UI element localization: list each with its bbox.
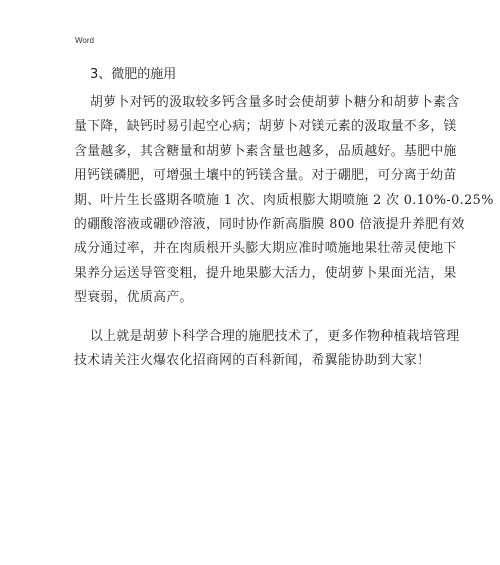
section-heading: 3、微肥的施用 (90, 67, 177, 82)
paragraph-2-line: 技术请关注火爆农化招商网的百科新闻，希翼能协助到大家！ (74, 353, 431, 369)
paragraph-2-line: 以上就是胡萝卜科学合理的施肥技术了，更多作物种植栽培管理 (90, 328, 460, 344)
paragraph-1-line: 果养分运送导管变粗，提升地果膨大活力，使胡萝卜果面光洁，果 (74, 265, 457, 281)
paragraph-1-line: 用钙镁磷肥，可增强土壤中的钙镁含量。对于硼肥，可分离于幼苗 (74, 168, 457, 184)
paragraph-1-line: 型衰弱，优质高产。 (74, 290, 193, 306)
paragraph-1-line: 期、叶片生长盛期各喷施 1 次、肉质根膨大期喷施 2 次 0.10%-0.25% (74, 192, 494, 208)
paragraph-1-line: 的硼酸溶液或硼砂溶液，同时协作新高脂膜 800 倍液提升养肥有效 (74, 217, 465, 233)
paragraph-1-line: 成分通过率，并在肉质根开头膨大期应准时喷施地果壮蒂灵使地下 (74, 241, 457, 257)
paragraph-1-line: 含量越多，其含糖量和胡萝卜素含量也越多，品质越好。基肥中施 (74, 143, 457, 159)
paragraph-1-line: 量下降，缺钙时易引起空心病；胡萝卜对镁元素的汲取量不多，镁 (74, 119, 457, 135)
paragraph-1-line: 胡萝卜对钙的汲取较多钙含量多时会使胡萝卜糖分和胡萝卜素含 (90, 95, 460, 110)
paragraph-1 (74, 91, 494, 311)
paragraph-2 (74, 325, 460, 374)
document-body (74, 66, 494, 387)
app-label: Word (75, 36, 94, 45)
